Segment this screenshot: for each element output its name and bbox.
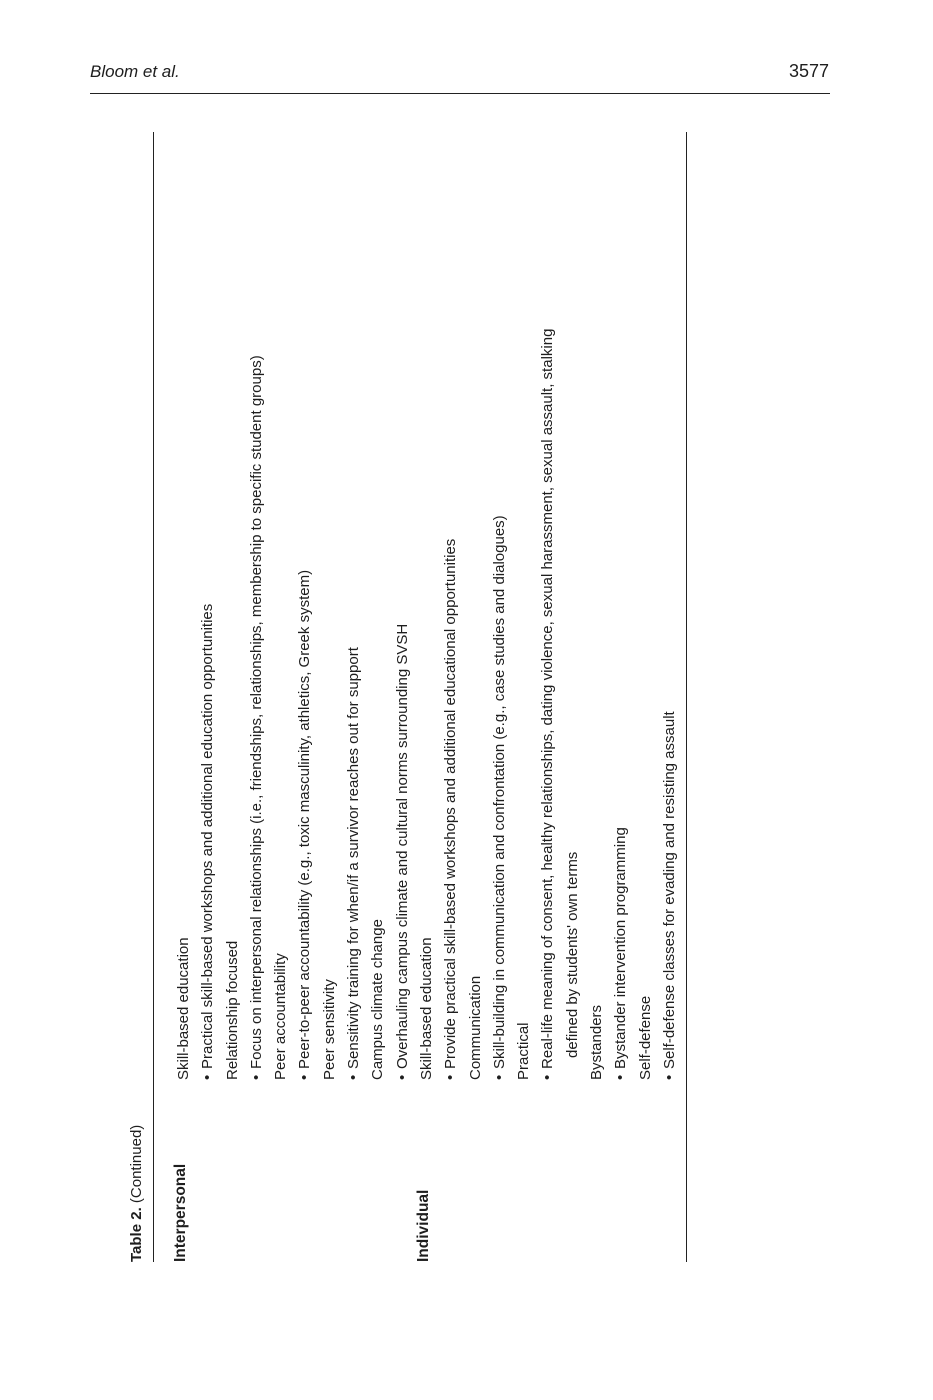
category-heading: Peer sensitivity bbox=[320, 979, 338, 1080]
table-bottom-rule bbox=[686, 132, 687, 1262]
bullet-glyph: • bbox=[199, 1074, 217, 1080]
bullet-glyph: • bbox=[539, 1074, 557, 1080]
table-content-column bbox=[172, 140, 682, 1080]
bullet-text: Self-defense classes for evading and resisting assault bbox=[660, 711, 678, 1069]
bullet-item bbox=[293, 140, 317, 1080]
table-number: Table 2. bbox=[128, 1207, 145, 1262]
category-heading: Self-defense bbox=[636, 995, 654, 1080]
category-heading: Communication bbox=[466, 975, 484, 1080]
bullet-item bbox=[196, 140, 220, 1080]
category-heading: Peer accountability bbox=[272, 953, 290, 1080]
bullet-glyph: • bbox=[442, 1074, 460, 1080]
bullet-glyph: • bbox=[247, 1074, 265, 1080]
category-heading: Campus climate change bbox=[369, 919, 387, 1080]
bullet-text: Practical skill-based workshops and additional education opportunities bbox=[199, 603, 217, 1069]
bullet-item bbox=[391, 140, 415, 1080]
bullet-glyph: • bbox=[660, 1074, 678, 1080]
bullet-item bbox=[488, 140, 512, 1080]
bullet-item bbox=[536, 140, 560, 1080]
bullet-glyph: • bbox=[612, 1074, 630, 1080]
row-label-interpersonal: Interpersonal bbox=[172, 1163, 189, 1262]
rotated-table bbox=[120, 132, 690, 1262]
row-label-individual: Individual bbox=[415, 1189, 432, 1262]
bullet-glyph: • bbox=[296, 1074, 314, 1080]
bullet-text: Sensitivity training for when/if a survivor reaches out for support bbox=[345, 647, 363, 1069]
table-top-rule bbox=[153, 132, 154, 1262]
category-heading: Bystanders bbox=[588, 1004, 606, 1080]
table-continued-label: (Continued) bbox=[128, 1124, 145, 1208]
bullet-text: Bystander intervention programming bbox=[612, 827, 630, 1069]
category-heading: Relationship focused bbox=[223, 940, 241, 1080]
category-heading: Practical bbox=[515, 1022, 533, 1080]
bullet-glyph: • bbox=[393, 1074, 411, 1080]
running-head: Bloom et al. bbox=[90, 62, 180, 81]
bullet-item bbox=[245, 140, 269, 1080]
bullet-text: Overhauling campus climate and cultural norms surrounding SVSH bbox=[393, 623, 411, 1069]
header-rule bbox=[90, 93, 830, 94]
bullet-glyph: • bbox=[345, 1074, 363, 1080]
table-title bbox=[128, 1125, 145, 1262]
bullet-text: Peer-to-peer accountability (e.g., toxic masculinity, athletics, Greek system) bbox=[296, 569, 314, 1069]
bullet-continuation: defined by students' own terms bbox=[563, 851, 581, 1058]
bullet-text: Focus on interpersonal relationships (i.e., friendships, relationships, membership to specific student groups) bbox=[247, 355, 265, 1069]
bullet-text: Provide practical skill-based workshops and additional educational opportunities bbox=[442, 538, 460, 1069]
category-heading: Skill-based education bbox=[417, 937, 435, 1080]
page-number: 3577 bbox=[788, 61, 829, 81]
bullet-glyph: • bbox=[490, 1074, 508, 1080]
bullet-item bbox=[609, 140, 633, 1080]
bullet-text: Skill-building in communication and confrontation (e.g., case studies and dialogues) bbox=[490, 515, 508, 1069]
bullet-item bbox=[342, 140, 366, 1080]
bullet-item bbox=[439, 140, 463, 1080]
bullet-text: Real-life meaning of consent, healthy relationships, dating violence, sexual harassment, sexual assault, stalking bbox=[539, 328, 557, 1069]
category-heading: Skill-based education bbox=[175, 937, 192, 1080]
bullet-item bbox=[658, 140, 682, 1080]
